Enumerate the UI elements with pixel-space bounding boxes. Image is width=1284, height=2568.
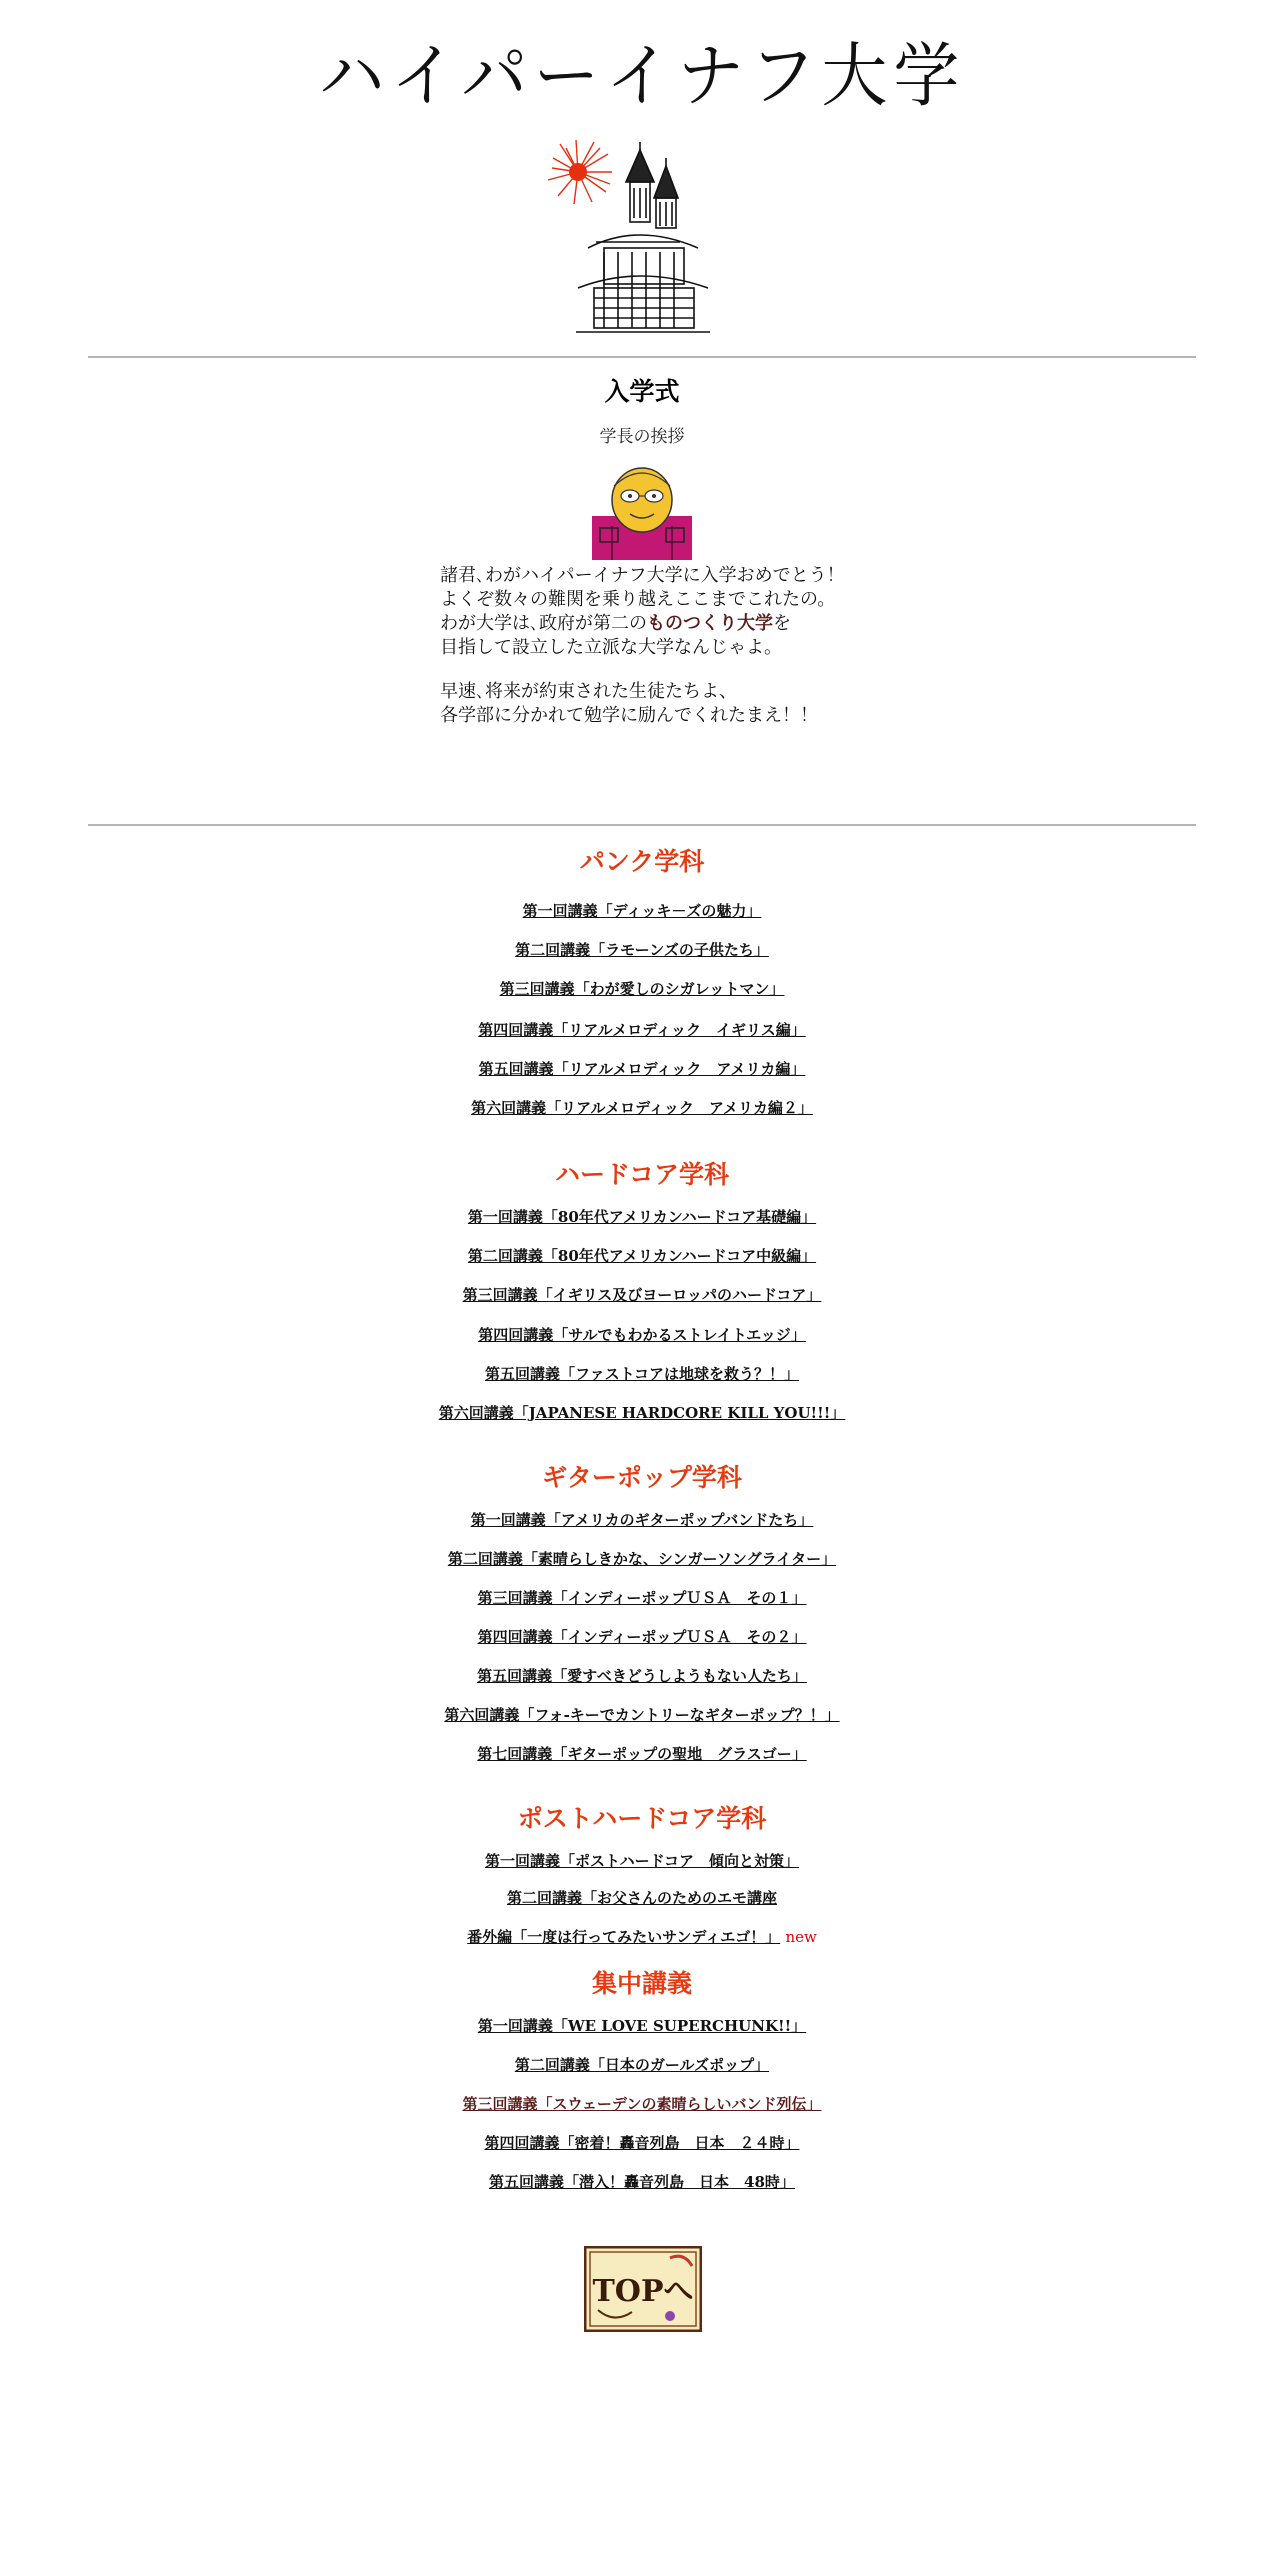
speech-line: 諸君､わがハイパーイナフ大学に入学おめでとう！ — [440, 565, 845, 586]
lecture-link: 第二回講義「日本のガールズポップ」 — [514, 2056, 770, 2074]
speech-line-post: を — [773, 613, 791, 634]
dept-heading-guitarpop: ギターポップ学科 — [542, 1463, 742, 1492]
lecture-link: 第一回講義「アメリカのギターポップバンドたち」 — [470, 1511, 814, 1529]
speech-line: 各学部に分かれて勉学に励んでくれたまえ！！ — [440, 705, 818, 726]
lecture-link: 第一回講義「ポストハードコア 傾向と対策」 — [484, 1852, 800, 1870]
top-button-image[interactable] — [584, 2246, 702, 2332]
top-button-label: TOPへ — [592, 2274, 694, 2309]
speech-highlight: ものつくり大学 — [647, 613, 773, 634]
lecture-link: 第一回講義「ディッキ－ズの魅力」 — [522, 902, 762, 920]
lecture-link: 第二回講義「お父さんのためのエモ講座 — [506, 1889, 777, 1907]
lecture-link: 第五回講義「リアルメロディック アメリカ編」 — [478, 1060, 806, 1078]
lecture-link: 第四回講義「リアルメロディック イギリス編」 — [478, 1021, 806, 1039]
lecture-link: 第一回講義「WE LOVE SUPERCHUNK!!」 — [477, 2017, 807, 2035]
site-logo: ハイパーイナフ大学 — [318, 35, 966, 117]
lecture-link: 第三回講義「イギリス及びヨーロッパのハードコア」 — [462, 1286, 822, 1304]
lecture-link: 第七回講義「ギターポップの聖地 グラスゴー」 — [477, 1745, 807, 1763]
divider-top — [88, 356, 1196, 358]
dean-portrait — [592, 466, 692, 560]
dean-greeting-subtitle: 学長の挨拶 — [599, 427, 685, 447]
lecture-link: 第六回講義「リアルメロディック アメリカ編２」 — [471, 1099, 813, 1117]
dean-speech — [440, 564, 845, 748]
speech-line: よくぞ数々の難関を乗り越えここまでこれたの。 — [440, 589, 836, 610]
lecture-link: 番外編「一度は行ってみたいサンディエゴ！」 new — [467, 1928, 817, 1946]
speech-line: 目指して設立した立派な大学なんじゃよ。 — [440, 637, 782, 658]
lecture-link: 第三回講義「わが愛しのシガレットマン」 — [499, 980, 785, 998]
speech-line-pre: わが大学は､政府が第二の — [440, 613, 647, 634]
lecture-link: 第五回講義「ファストコアは地球を救う？！」 — [484, 1365, 800, 1383]
lecture-link: 第一回講義「80年代アメリカンハードコア基礎編」 — [467, 1208, 817, 1226]
divider-middle — [88, 824, 1196, 826]
new-badge: new — [785, 1928, 817, 1946]
lecture-link: 第六回講義「フォ-キーでカントリーなギターポップ？！」 — [444, 1706, 840, 1724]
dept-heading-punk: パンク学科 — [579, 847, 705, 876]
entrance-heading: 入学式 — [604, 377, 680, 406]
lecture-link: 第二回講義「80年代アメリカンハードコア中級編」 — [467, 1247, 817, 1265]
speech-line: 早速､将来が約束された生徒たちよ、 — [440, 681, 737, 702]
lecture-link: 第四回講義「密着！轟音列島 日本 ２４時」 — [484, 2134, 800, 2152]
lecture-link: 第四回講義「サルでもわかるストレイトエッジ」 — [478, 1326, 806, 1344]
dept-heading-posthardcore: ポストハードコア学科 — [517, 1804, 767, 1833]
castle-illustration — [548, 138, 728, 338]
lecture-link: 第三回講義「スウェーデンの素晴らしいバンド列伝」 — [462, 2095, 822, 2113]
lecture-link: 第六回講義「JAPANESE HARDCORE KILL YOU!!!」 — [438, 1404, 846, 1422]
lecture-link: 第四回講義「インディーポップＵＳＡ その２」 — [477, 1628, 807, 1646]
lecture-link: 第二回講義「ラモーンズの子供たち」 — [515, 941, 769, 959]
dept-heading-intensive: 集中講義 — [591, 1969, 692, 1998]
dept-heading-hardcore: ハードコア学科 — [554, 1160, 729, 1189]
lecture-link: 第五回講義「愛すべきどうしようもない人たち」 — [477, 1667, 807, 1685]
lecture-link: 第二回講義「素晴らしきかな、シンガーソングライター」 — [447, 1550, 837, 1568]
lecture-link: 第三回講義「インディーポップＵＳＡ その１」 — [477, 1589, 807, 1607]
lecture-link: 第五回講義「潜入！轟音列島 日本 48時」 — [489, 2173, 795, 2191]
